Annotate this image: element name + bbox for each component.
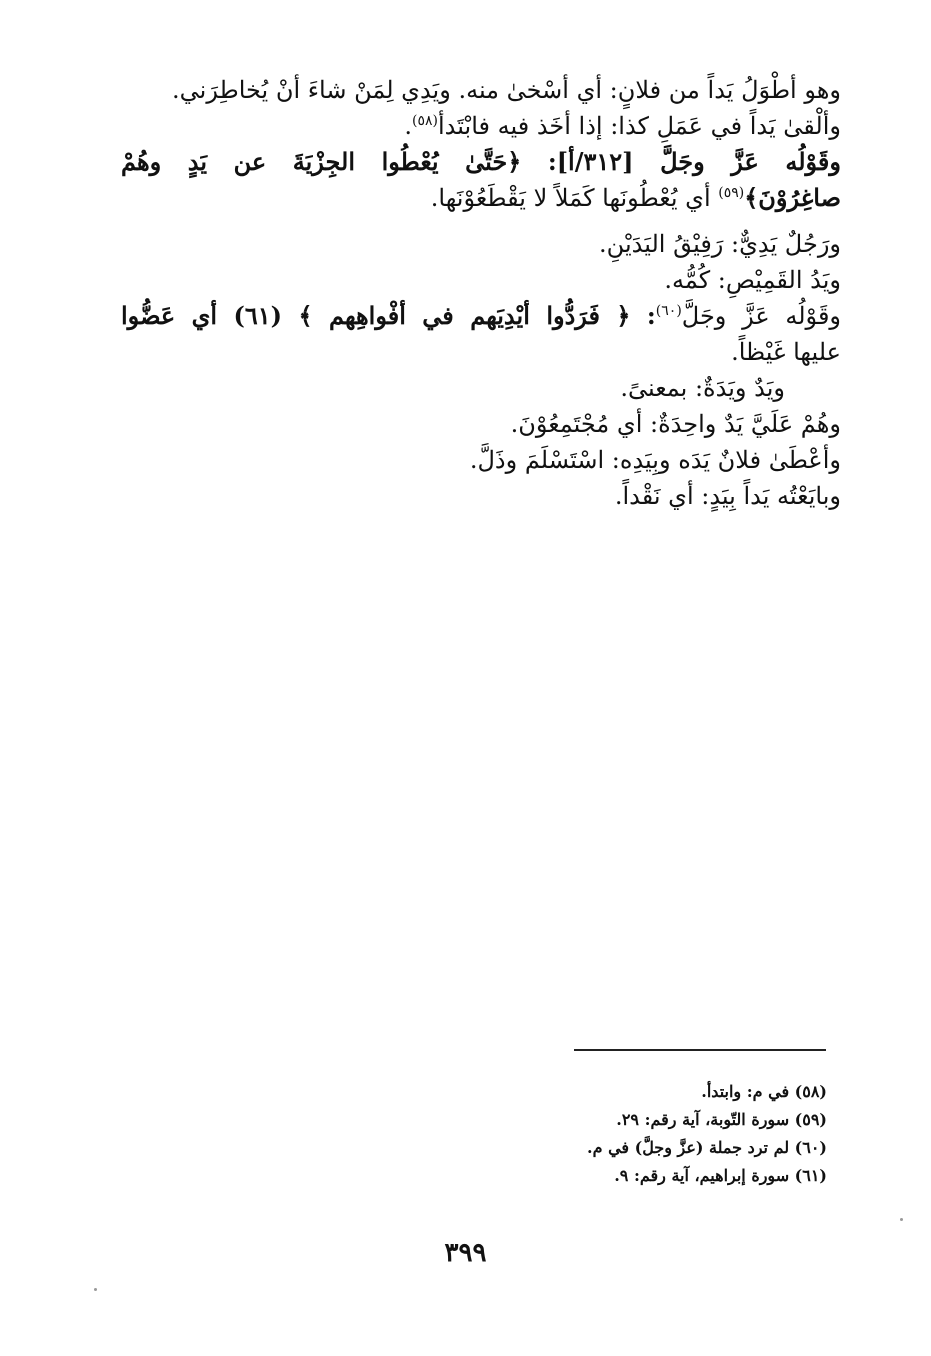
footnote: (٦١) سورة إبراهيم، آية رقم: ٩. xyxy=(614,1166,827,1185)
footnote-ref[interactable]: (٥٩) xyxy=(718,185,745,201)
footnote: (٦٠) لم ترد جملة (عزَّ وجلَّ) في م. xyxy=(587,1138,827,1157)
footnote: (٥٨) في م: وابتدأ. xyxy=(701,1082,827,1101)
text-line: وهو أطْوَلُ يَداً من فلانٍ: أي أسْخىٰ منه. ويَدِي لِمَنْ شاءَ أنْ يُخاطِرَني. xyxy=(172,76,841,104)
footnote-divider xyxy=(574,1049,826,1051)
text-line: ويَدٌ ويَدَةٌ: بمعنىً. xyxy=(620,374,785,402)
main-text xyxy=(121,72,841,514)
text-line: وبايَعْتُه يَداً بِيَدٍ: أي نَقْداً. xyxy=(614,482,841,510)
footnote-ref[interactable]: (٥٨) xyxy=(412,113,438,129)
footnote: (٥٩) سورة التّوبة، آية رقم: ٢٩. xyxy=(616,1110,827,1129)
scan-speck xyxy=(94,1288,97,1291)
text-line: ورَجُلٌ يَدِيٌّ: رَفِيْقُ اليَدَيْنِ. xyxy=(599,230,841,258)
text-line: ويَدُ القَمِيْصِ: كُمُّه. xyxy=(664,266,841,294)
page-number: ٣٩٩ xyxy=(444,1238,487,1268)
footnote-ref[interactable]: (٦٠) xyxy=(655,303,682,319)
text-line: وألْقىٰ يَداً في عَمَلِ كذا: إذا أخَذ فيه فابْتَدأ$^{(٥٨)}$. xyxy=(404,112,841,140)
text-line: وقَوْلُه عَزَّ وجَلَّ$^{(٦٠)}$: ﴿ فَرَدُّوا أيْدِيَهم في أفْواهِهم ﴾ (٦١) أي عَضُّوا xyxy=(121,301,842,330)
footnotes xyxy=(467,1078,827,1190)
text-line: وأعْطَىٰ فلانٌ يَدَه وبِيَدِه: اسْتَسْلَمَ وذَلَّ. xyxy=(469,446,841,474)
text-line: وهُمْ عَلَيَّ يَدٌ واحِدَةٌ: أي مُجْتَمِعُوْنَ. xyxy=(510,410,841,438)
scan-speck xyxy=(900,1218,903,1221)
text-line: صاغِرُوْنَ﴾$^{(٥٩)}$ أي يُعْطُونَها كَمَلاً لا يَقْطَعُوْنَها. xyxy=(430,183,841,212)
text-line: عليها غَيْظاً. xyxy=(731,338,841,366)
text-line: وقَوْلُه عَزَّ وجَلَّ [٣١٢/أ]: ﴿حَتَّىٰ يُعْطُوا الجِزْيَةَ عن يَدٍ وهُمْ xyxy=(121,147,841,176)
